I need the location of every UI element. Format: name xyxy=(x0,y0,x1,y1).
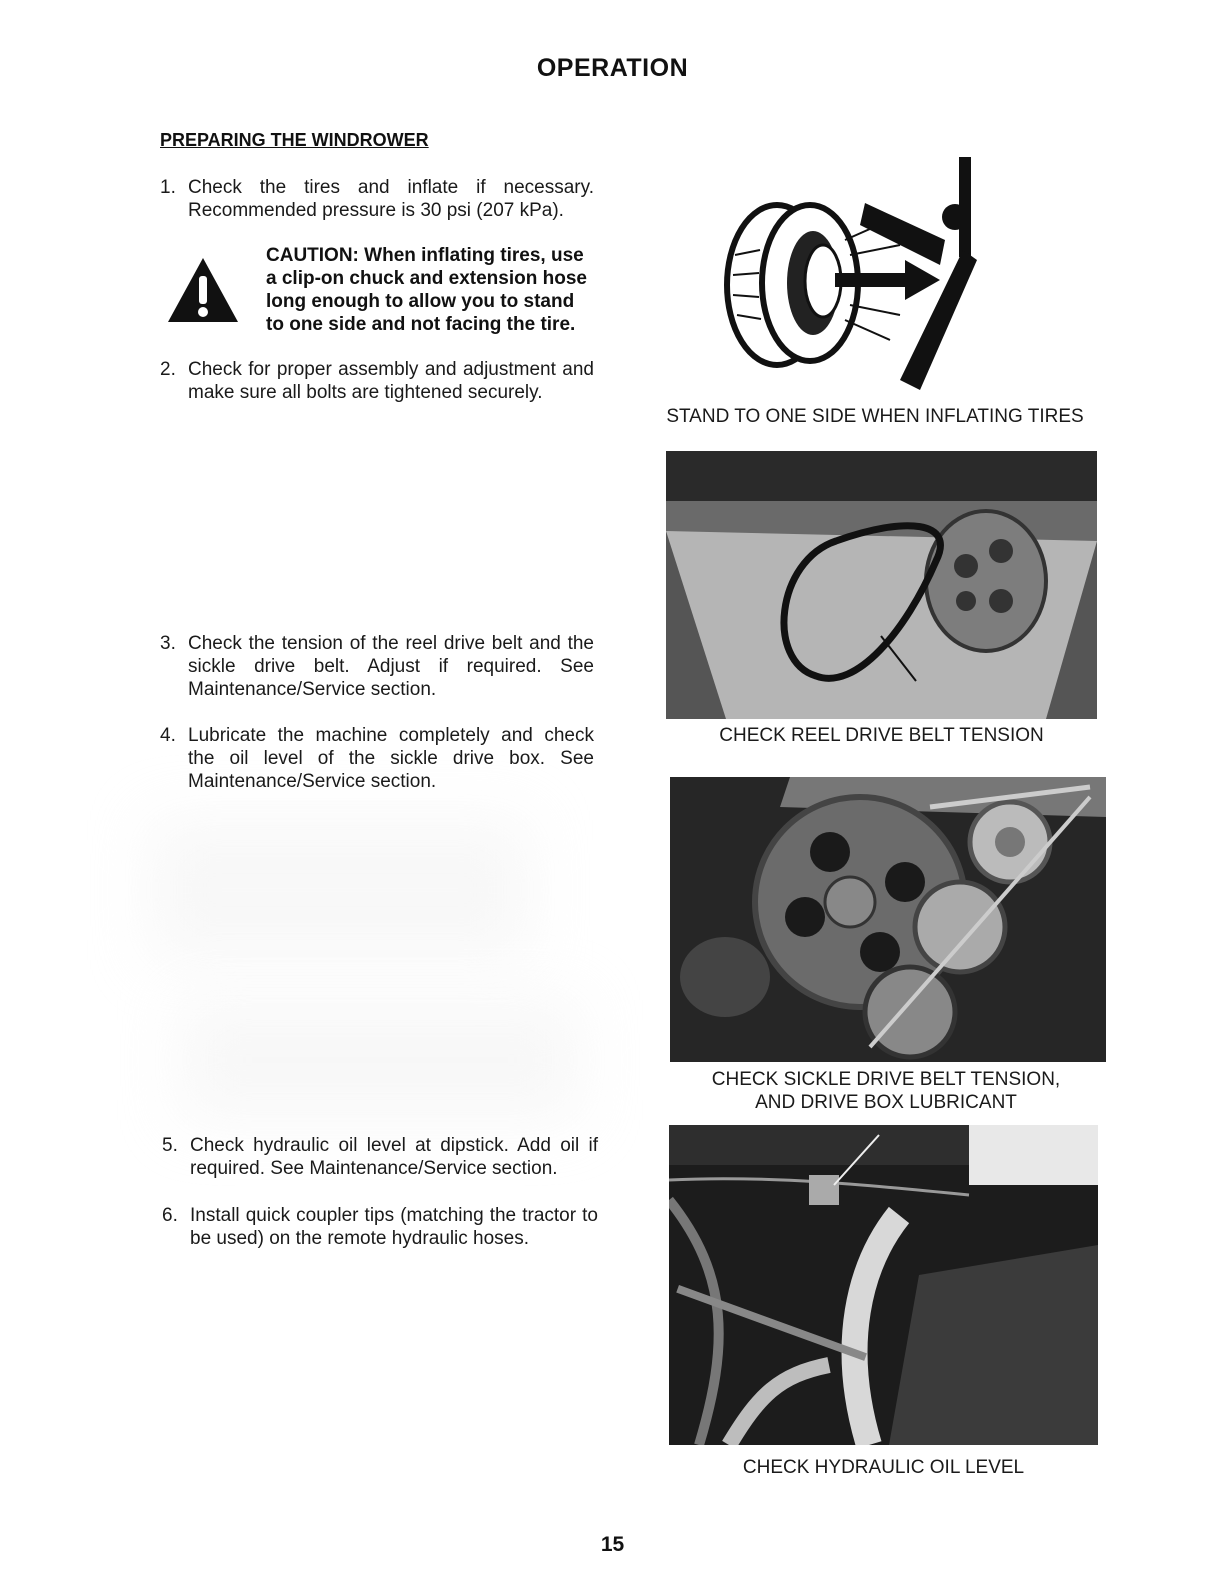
caution-text: CAUTION: When inflating tires, use a clip-on chuck and extension hose long enough to allow you to stand to one side and not facing the tire. xyxy=(266,245,587,335)
sickle-drive-photo xyxy=(670,777,1106,1062)
step-4 xyxy=(160,724,594,796)
step-text: Check the tension of the reel drive belt and the sickle drive belt. Adjust if required. See Maintenance/Service section. xyxy=(188,633,594,700)
scan-artifact xyxy=(180,1000,580,1120)
figure-caption xyxy=(666,1068,1106,1114)
figure-caption: CHECK REEL DRIVE BELT TENSION xyxy=(719,725,1044,746)
step-text: Check hydraulic oil level at dipstick. Add oil if required. See Maintenance/Service section. xyxy=(190,1135,598,1179)
step-text: Check for proper assembly and adjustment and make sure all bolts are tightened securely. xyxy=(188,359,594,403)
reel-drive-belt-photo xyxy=(666,451,1097,719)
step-number: 6. xyxy=(162,1205,178,1226)
tire-safety-illustration xyxy=(715,155,985,395)
section-heading: PREPARING THE WINDROWER xyxy=(160,130,429,150)
step-text: Check the tires and inflate if necessary. Recommended pressure is 30 psi (207 kPa). xyxy=(188,177,594,221)
step-3 xyxy=(160,632,594,704)
scan-artifact xyxy=(150,820,530,960)
step-6 xyxy=(162,1204,598,1254)
step-5 xyxy=(162,1134,598,1184)
step-1 xyxy=(160,176,594,226)
step-number: 4. xyxy=(160,725,176,746)
step-number: 3. xyxy=(160,633,176,654)
step-number: 5. xyxy=(162,1135,178,1156)
step-text: Install quick coupler tips (matching the tractor to be used) on the remote hydraulic hoses. xyxy=(190,1205,598,1249)
figure-caption: CHECK HYDRAULIC OIL LEVEL xyxy=(742,1457,1025,1478)
caption-line-2: AND DRIVE BOX LUBRICANT xyxy=(755,1092,1017,1113)
figure-caption: STAND TO ONE SIDE WHEN INFLATING TIRES xyxy=(666,406,1084,427)
warning-triangle-icon xyxy=(166,256,240,324)
step-number: 1. xyxy=(160,177,176,198)
page-title: OPERATION xyxy=(536,54,689,82)
step-text: Lubricate the machine completely and check the oil level of the sickle drive box. See Maintenance/Service section. xyxy=(188,725,594,792)
page-number: 15 xyxy=(600,1533,625,1556)
step-number: 2. xyxy=(160,359,176,380)
step-2 xyxy=(160,358,594,408)
hydraulic-oil-photo xyxy=(669,1125,1098,1445)
caption-line-1: CHECK SICKLE DRIVE BELT TENSION, xyxy=(711,1069,1061,1090)
